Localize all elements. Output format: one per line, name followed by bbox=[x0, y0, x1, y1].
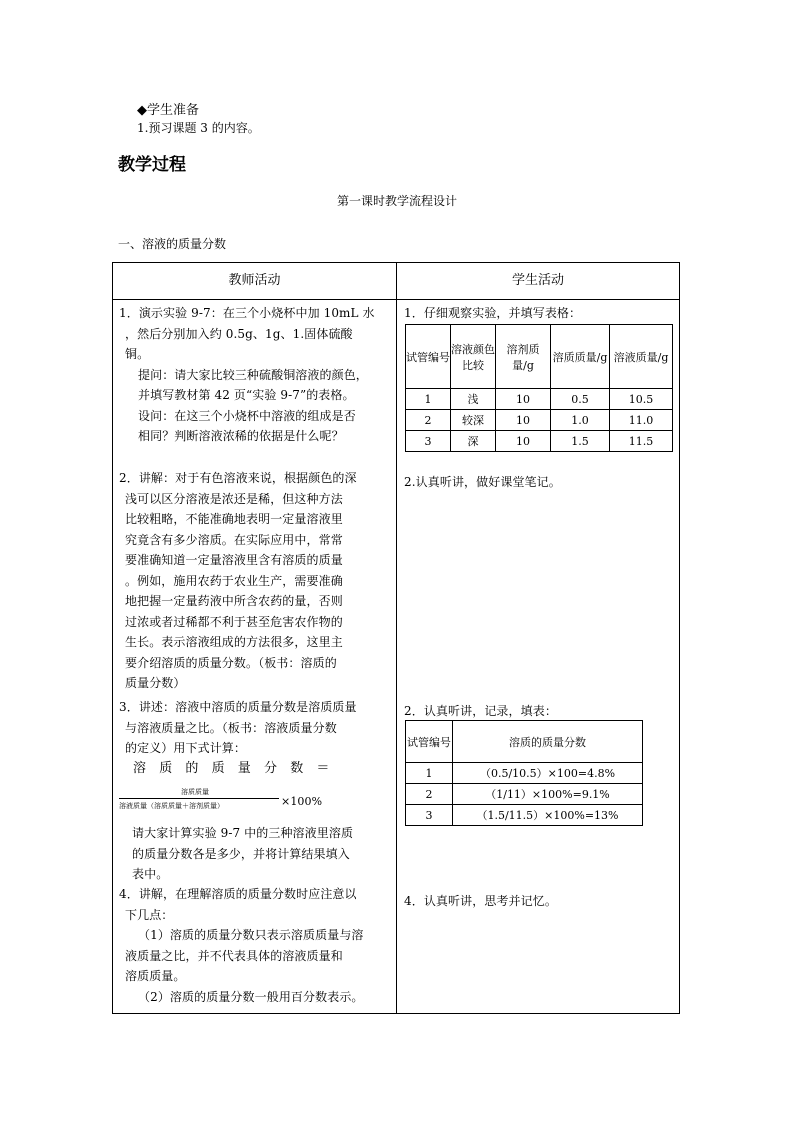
fraction-bar bbox=[119, 798, 279, 799]
th-mass-fraction: 溶质的质量分数 bbox=[453, 721, 643, 763]
teacher-step-2: 2．讲解：对于有色溶液来说，根据颜色的深 浅可以区分溶液是浓还是稀，但这种方法 比较粗略，不能准确地表明一定量溶液里 究竟含有多少溶质。在实际应用中，常常 要准确知道一定量溶液里含有溶质的质量 。例如，施用农药于农业生产，需要准确 地把握一定量药液中所含农药的量，否则 过浓或者过稀都不利于甚至危害农作物的 生长。表示溶液组成的方法很多，这里主 要介绍溶质的质量分数。（板书：溶质的 质量分数） bbox=[119, 471, 357, 690]
teacher-step-3-task: 请大家计算实验 9-7 中的三种溶液里溶质 的质量分数各是多少，并将计算结果填入 表中。 bbox=[132, 826, 354, 881]
cell: 1.5 bbox=[551, 431, 610, 452]
cell: 2 bbox=[406, 784, 453, 805]
teacher-step-3: 3．讲述：溶液中溶质的质量分数是溶质质量 与溶液质量之比。（板书：溶液质量分数 的定义）用下式计算： bbox=[119, 700, 357, 755]
student-activity-header: 学生活动 bbox=[511, 273, 564, 288]
student-step-1: 1．仔细观察实验，并填写表格： bbox=[404, 306, 582, 320]
cell: 11.0 bbox=[610, 410, 673, 431]
th-tube-no: 试管编号 bbox=[406, 325, 451, 389]
experiment-table bbox=[405, 324, 673, 452]
table-row bbox=[406, 410, 673, 431]
cell: 浅 bbox=[451, 389, 496, 410]
th-solute-mass: 溶质质量/g bbox=[551, 325, 610, 389]
cell: （1.5/11.5）×100%=13% bbox=[453, 805, 643, 826]
th-color: 溶液颜色比较 bbox=[451, 325, 496, 389]
mass-fraction-table bbox=[405, 720, 643, 826]
student-prep-heading: ◆学生准备 bbox=[137, 103, 199, 118]
column-divider bbox=[396, 263, 397, 1013]
cell: （1/11）×100%=9.1% bbox=[453, 784, 643, 805]
formula-lhs: 溶 质 的 质 量 分 数 ＝ bbox=[133, 761, 330, 776]
table-row bbox=[406, 763, 643, 784]
table-row bbox=[406, 431, 673, 452]
cell: （0.5/10.5）×100=4.8% bbox=[453, 763, 643, 784]
cell: 深 bbox=[451, 431, 496, 452]
cell: 10.5 bbox=[610, 389, 673, 410]
cell: 较深 bbox=[451, 410, 496, 431]
header-divider bbox=[113, 299, 679, 300]
cell: 2 bbox=[406, 410, 451, 431]
formula-numerator: 溶质质量 bbox=[181, 788, 209, 796]
cell: 11.5 bbox=[610, 431, 673, 452]
teacher-step-1: 1．演示实验 9-7：在三个小烧杯中加 10mL 水 ，然后分别加入约 0.5g、1g、1.固体硫酸 铜。 提问：请大家比较三种硫酸铜溶液的颜色， 并填写教材第 42 页“实验 9-7”的表格。 设问：在这三个小烧杯中溶液的组成是否 相同？判断溶液浓稀的依据是什么呢？ bbox=[119, 306, 375, 443]
flow-design-title: 第一课时教学流程设计 bbox=[336, 194, 457, 208]
cell: 10 bbox=[496, 431, 551, 452]
lesson-table bbox=[112, 262, 680, 1014]
student-step-2: 2.认真听讲，做好课堂笔记。 bbox=[404, 475, 561, 489]
teaching-process-heading: 教学过程 bbox=[118, 155, 186, 175]
section-heading: 一、溶液的质量分数 bbox=[118, 237, 227, 251]
formula-tail: ×100% bbox=[281, 795, 323, 808]
table-row bbox=[406, 784, 643, 805]
table-row bbox=[406, 389, 673, 410]
student-step-4: 4．认真听讲，思考并记忆。 bbox=[404, 894, 557, 908]
cell: 3 bbox=[406, 431, 451, 452]
cell: 10 bbox=[496, 410, 551, 431]
cell: 1.0 bbox=[551, 410, 610, 431]
cell: 10 bbox=[496, 389, 551, 410]
table-row bbox=[406, 805, 643, 826]
cell: 3 bbox=[406, 805, 453, 826]
student-prep-item: 1.预习课题 3 的内容。 bbox=[137, 121, 260, 135]
student-step-3: 2．认真听讲，记录，填表： bbox=[404, 704, 557, 718]
th-solvent-mass: 溶剂质量/g bbox=[496, 325, 551, 389]
teacher-step-4: 4．讲解，在理解溶质的质量分数时应注意以 下几点： （1）溶质的质量分数只表示溶质质量与溶 液质量之比，并不代表具体的溶液质量和 溶质质量。 （2）溶质的质量分数一般用百分数表示。 bbox=[119, 887, 364, 1004]
th-tube-no-2: 试管编号 bbox=[406, 721, 453, 763]
formula-denominator: 溶液质量（溶质质量＋溶剂质量） bbox=[119, 802, 224, 810]
th-solution-mass: 溶液质量/g bbox=[610, 325, 673, 389]
cell: 1 bbox=[406, 763, 453, 784]
cell: 0.5 bbox=[551, 389, 610, 410]
cell: 1 bbox=[406, 389, 451, 410]
teacher-activity-header: 教师活动 bbox=[228, 273, 281, 288]
